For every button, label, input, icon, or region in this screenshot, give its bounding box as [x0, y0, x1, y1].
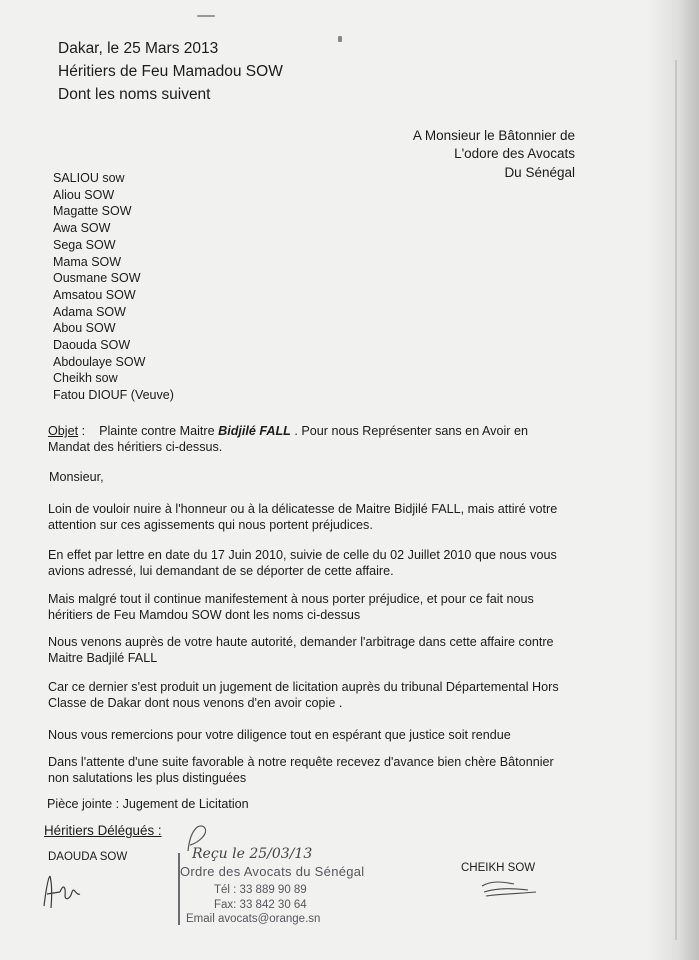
paragraph-1: [48, 502, 578, 534]
paragraph-7: [48, 755, 578, 787]
salutation: Monsieur,: [49, 470, 104, 484]
heirs-list: [53, 170, 174, 404]
object-lawyer-name: Bidjilé FALL: [218, 424, 291, 438]
paragraph-5: [48, 680, 578, 712]
heir-name: SALIOU sow: [53, 171, 125, 185]
heir-name: Adama SOW: [53, 304, 126, 319]
place-date: Dakar, le 25 Mars 2013: [58, 40, 219, 57]
scan-speck: [338, 36, 342, 42]
object-block: Objet : Plainte contre Maitre Bidjilé FALL . Pour nous Représenter sans en Avoir en Mandat des héritiers ci-dessus.: [48, 424, 578, 456]
delegates-title: Héritiers Délégués :: [44, 823, 162, 838]
object-text-after: . Pour nous Représenter sans en Avoir en: [294, 424, 528, 438]
stamp-received-handwriting: Reçu le 25/03/13: [192, 846, 313, 862]
heirs-line: Héritiers de Feu Mamadou SOW: [58, 63, 283, 80]
paragraph-line: attention sur ces agissements qui nous portent préjudices.: [48, 517, 373, 532]
heir-name: Fatou DIOUF (Veuve): [53, 388, 174, 403]
object-label: Objet: [48, 424, 79, 438]
stamp-email: Email avocats@orange.sn: [186, 913, 321, 925]
object-line-2: Mandat des héritiers ci-dessus.: [48, 439, 223, 454]
heir-name: Magatte SOW: [53, 204, 132, 219]
paragraph-line: Mais malgré tout il continue manifestement à nous porter préjudice, et pour ce fait nous: [48, 592, 534, 606]
recipient-line-1: A Monsieur le Bâtonnier de: [412, 128, 575, 143]
names-intro: Dont les noms suivent: [58, 86, 211, 103]
stamp-tel: Tél : 33 889 90 89: [214, 884, 307, 896]
paragraph-line: héritiers de Feu Mamdou SOW dont les noms ci-dessus: [48, 607, 361, 622]
paragraph-line: Loin de vouloir nuire à l'honneur ou à la délicatesse de Maitre Bidjilé FALL, mais attiré votre: [48, 502, 558, 516]
heir-name: Cheikh sow: [53, 371, 118, 386]
heir-name: Sega SOW: [53, 237, 116, 252]
paragraph-line: avions adressé, lui demandant de se déporter de cette affaire.: [48, 563, 394, 578]
recipient-line-2: L'odore des Avocats: [454, 146, 575, 161]
paragraph-line: En effet par lettre en date du 17 Juin 2010, suivie de celle du 02 Juillet 2010 que nous vous: [48, 548, 557, 562]
paragraph-line: Car ce dernier s'est produit un jugement de licitation auprès du tribunal Départemental Hors: [48, 680, 559, 694]
paragraph-2: [48, 548, 578, 580]
heir-name: Abou SOW: [53, 321, 116, 336]
paragraph-6: [48, 728, 578, 744]
attachment-line: Pièce jointe : Jugement de Licitation: [47, 797, 249, 811]
signature-left: [38, 870, 86, 914]
heir-name: Ousmane SOW: [53, 271, 141, 286]
signature-right: [478, 876, 542, 902]
paragraph-line: Maitre Badjilé FALL: [48, 650, 158, 665]
heir-name: Daouda SOW: [53, 338, 131, 353]
paragraph-line: non salutations les plus distinguées: [48, 770, 247, 785]
delegate-right-name: CHEIKH SOW: [461, 862, 536, 874]
paragraph-4: [48, 635, 578, 667]
heir-name: Abdoulaye SOW: [53, 354, 146, 369]
paragraph-line: Dans l'attente d'une suite favorable à notre requête recevez d'avance bien chère Bâtonnier: [48, 755, 554, 769]
paragraph-line: Nous vous remercions pour votre diligence tout en espérant que justice soit rendue: [48, 728, 511, 742]
paragraph-line: Classe de Dakar dont nous venons d'en avoir copie .: [48, 695, 343, 710]
scan-speck: [197, 15, 215, 17]
heir-name: Awa SOW: [53, 221, 111, 236]
scan-edge-line: [675, 60, 677, 940]
heir-name: Amsatou SOW: [53, 287, 136, 302]
object-text-before: Plainte contre Maitre: [99, 424, 215, 438]
recipient-line-3: Du Sénégal: [504, 165, 575, 180]
stamp-org: Ordre des Avocats du Sénégal: [180, 864, 365, 879]
reception-stamp: [178, 843, 366, 929]
paragraph-line: Nous venons auprès de votre haute autorité, demander l'arbitrage dans cette affaire contre: [48, 635, 554, 649]
delegate-left-name: DAOUDA SOW: [48, 851, 128, 863]
paragraph-3: [48, 592, 578, 624]
scan-shadow: [647, 0, 699, 960]
heir-name: Aliou SOW: [53, 187, 115, 202]
stamp-fax: Fax: 33 842 30 64: [214, 899, 307, 911]
heir-name: Mama SOW: [53, 254, 122, 269]
